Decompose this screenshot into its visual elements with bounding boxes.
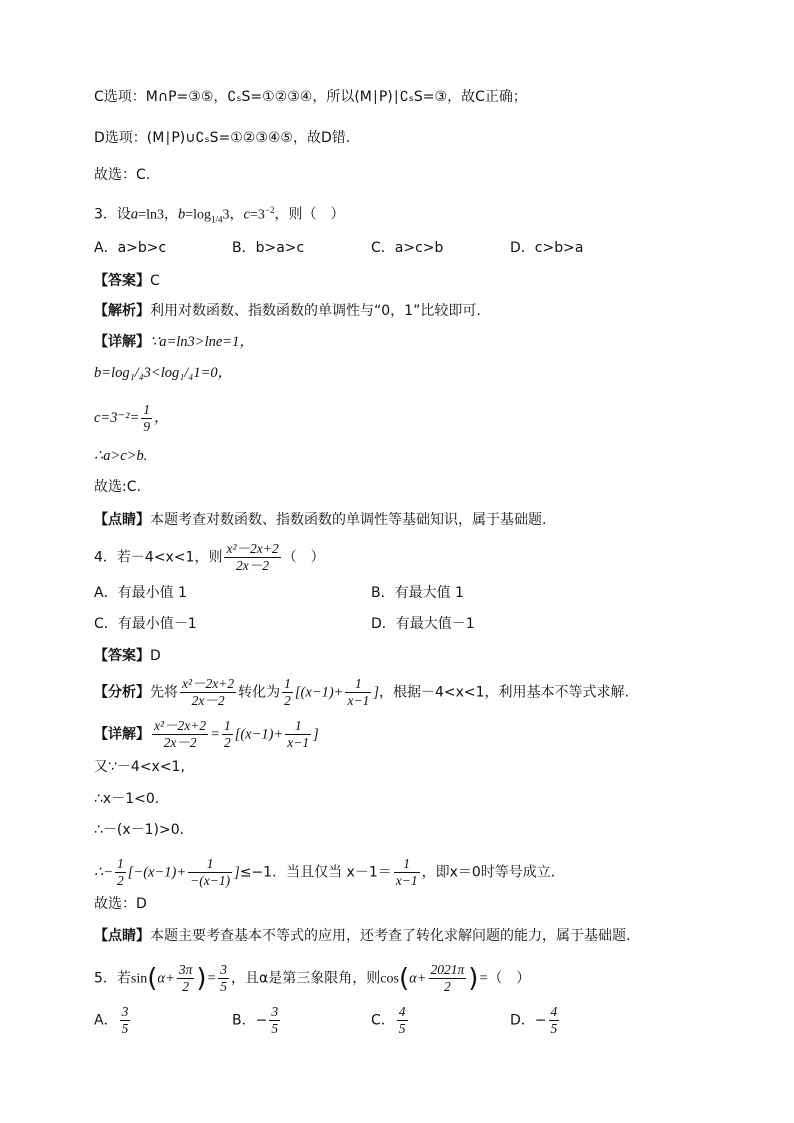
option-fraction [269,1004,280,1037]
q4-choose: 故选：D [94,896,147,912]
comment-tag: 【点睛】 [94,512,150,528]
detail-tag: 【详解】 [94,726,150,743]
q4-detail-e: ∴− $\frac{1}{2}$ [−(x−1)+ $\frac{1}{-(x-1)}$ ]≤−1．当且仅当 x－1＝ $\frac{1}{x-1}$ ，即x＝0时等号成立． [94,856,565,888]
q5-tail: （ ） [488,970,531,987]
detail-text: ∵a=ln3>lne=1， [150,334,254,350]
option-label: B． [232,1012,256,1029]
q5-option-a [94,1004,132,1037]
reciprocal-fraction: $\frac{1}{x-1}$ [287,718,310,750]
q5-mid: ，且α是第三象限角，则 [231,970,381,987]
c-option-line [94,86,754,108]
frac-den: 5 [550,1021,558,1036]
frac-den: 5 [121,1021,129,1036]
q4-frac-den: 2x－2 [236,558,270,573]
frac-num: x²－2x+2 [182,676,235,691]
q3-answer [94,270,754,292]
reciprocal-fraction: $\frac{1}{x-1}$ [395,856,418,888]
analysis-text: 利用对数函数、指数函数的单调性与“0，1”比较即可. [150,303,481,319]
equality-condition: ≤−1．当且仅当 x－1＝ [239,864,392,881]
option-sign: − [255,1012,268,1029]
frac-num: 3 [271,1004,279,1019]
c-option-text: C选项：M∩P=③⑤，∁ₛS=①②③④，所以(M∣P)∣∁ₛS=③，故C正确； [94,89,527,105]
analysis-tag: 【分析】 [94,684,150,701]
q3-analysis [94,300,754,322]
q3-a-def: a [130,206,139,223]
analysis-part-3: ，根据－4<x<1，利用基本不等式求解. [378,684,629,701]
d-option-text: D选项：(M∣P)∪∁ₛS=①②③④⑤，故D错. [94,130,351,146]
q4-option-d: D．有最大值－1 [371,616,475,632]
analysis-tag: 【解析】 [94,303,150,319]
frac-num: x²－2x+2 [154,718,207,733]
q4-detail-b: 又∵－4<x<1, [94,759,185,775]
option-label: D． [510,1012,535,1029]
q4-answer [94,645,754,667]
three-pi-over-two: $\frac{3\pi}{2}$ [178,962,193,994]
q3-detail [94,331,754,353]
q4-prefix: 4．若－4<x<1，则 [94,549,223,566]
comment-tag: 【点睛】 [94,928,150,944]
question-5: 5．若sin(α+ $\frac{3\pi}{2}$ )= $\frac{3}{5}$ ，且α是第三象限角，则cos(α+ $\frac{2021\pi}{2}$ )=（ ） [94,962,531,994]
big-angle-fraction: $\frac{2021\pi}{2}$ [430,962,465,994]
choose-line-2: 故选:C. [94,479,141,495]
half-fraction: $\frac{1}{2}$ [117,856,124,888]
q3-detail-d: ∴a>c>b. [94,448,148,464]
q5-option-c [371,1004,410,1037]
analysis-part-1: 先将 [150,684,178,701]
half-fraction: $\frac{1}{2}$ [223,718,231,750]
q4-detail: 【详解】 $\frac{\text{x²－2x+2}}{2x-2}$ = $\frac{1}{2}$ [(x−1)+ $\frac{1}{x-1}$ ] [94,718,319,750]
comment-text: 本题考查对数函数、指数函数的单调性等基础知识，属于基础题. [150,512,547,528]
q3-comment [94,509,754,531]
frac-den: 2x－2 [191,693,225,708]
frac-den: 9 [143,419,151,434]
q5-option-d [510,1004,561,1037]
q4-option-a: A．有最小值 1 [94,585,187,601]
q3-prefix: 3．设 [94,206,131,223]
frac-den: 5 [271,1021,279,1036]
q5-prefix: 5．若 [94,970,131,987]
q4-option-b: B．有最大值 1 [371,585,464,601]
option-label: C． [371,1012,395,1029]
three-fifths: $\frac{3}{5}$ [220,962,228,994]
q4-option-c: C．有最小值－1 [94,616,197,632]
neg-reciprocal-fraction: $\frac{1}{-(x-1)}$ [190,856,231,888]
answer-tag: 【答案】 [94,273,150,289]
frac-num: 1 [143,402,151,417]
q5-option-b [232,1004,282,1037]
q4-analysis: 【分析】先将 $\frac{\text{x²－2x+2}}{2x-2}$ 转化为 $\frac{1}{2}$ [(x−1)+ $\frac{1}{x-1}$ ]，根据－4<x<1，利用基本不等式求解. [94,676,629,708]
q4-frac-num: x²－2x+2 [226,541,279,556]
q3-detail-b: b=log₁/₄3<log₁/₄1=0， [94,365,233,381]
q4-comment [94,925,754,947]
option-fraction [549,1004,560,1037]
frac-den: 5 [398,1021,406,1036]
equality-end: ，即x＝0时等号成立． [421,864,565,881]
analysis-part-2: 转化为 [238,684,281,701]
c-eq-prefix: c=3⁻²= [94,409,140,426]
q4-detail-c: ∴x－1<0. [94,791,160,807]
frac-num: 4 [550,1004,558,1019]
option-label: A． [94,1012,118,1029]
option-fraction [397,1004,408,1037]
choose-line-1 [94,164,754,186]
q4-fraction [224,541,280,574]
q3-option-b: B．b>a>c [232,240,305,256]
answer-value: D [150,648,161,664]
question-4 [94,541,754,574]
choose-text: 故选：C. [94,167,151,183]
answer-value: C [150,273,160,289]
q3-tail: ，则（ ） [274,206,345,223]
q4-detail-d: ∴－(x－1)>0. [94,822,185,838]
q3-option-d: D．c>b>a [510,240,584,256]
fraction-one-ninth [141,402,152,435]
option-fraction [120,1004,131,1037]
option-sign: − [534,1012,547,1029]
detail-fraction [152,718,208,751]
answer-tag: 【答案】 [94,648,150,664]
q4-tail: （ ） [282,549,325,566]
half-fraction: $\frac{1}{2}$ [284,676,291,708]
q3-detail-c [94,402,754,435]
frac-num: 4 [398,1004,406,1019]
frac-num: 3 [121,1004,129,1019]
q3-option-a: A．a>b>c [94,240,167,256]
frac-den: 2x－2 [163,735,197,750]
d-option-line [94,127,754,149]
reciprocal-fraction: $\frac{1}{x-1}$ [347,676,370,708]
q3-option-c: C．a>c>b [371,240,444,256]
detail-tag: 【详解】 [94,334,150,350]
question-3: 3．设a=ln3，$b=\log_{1/4}3$，$c=3^{-2}$，则（ ） [94,205,345,225]
analysis-fraction [180,676,236,709]
c-eq-suffix: ， [154,409,169,426]
comment-text: 本题主要考查基本不等式的应用，还考查了转化求解问题的能力，属于基础题. [150,928,631,944]
